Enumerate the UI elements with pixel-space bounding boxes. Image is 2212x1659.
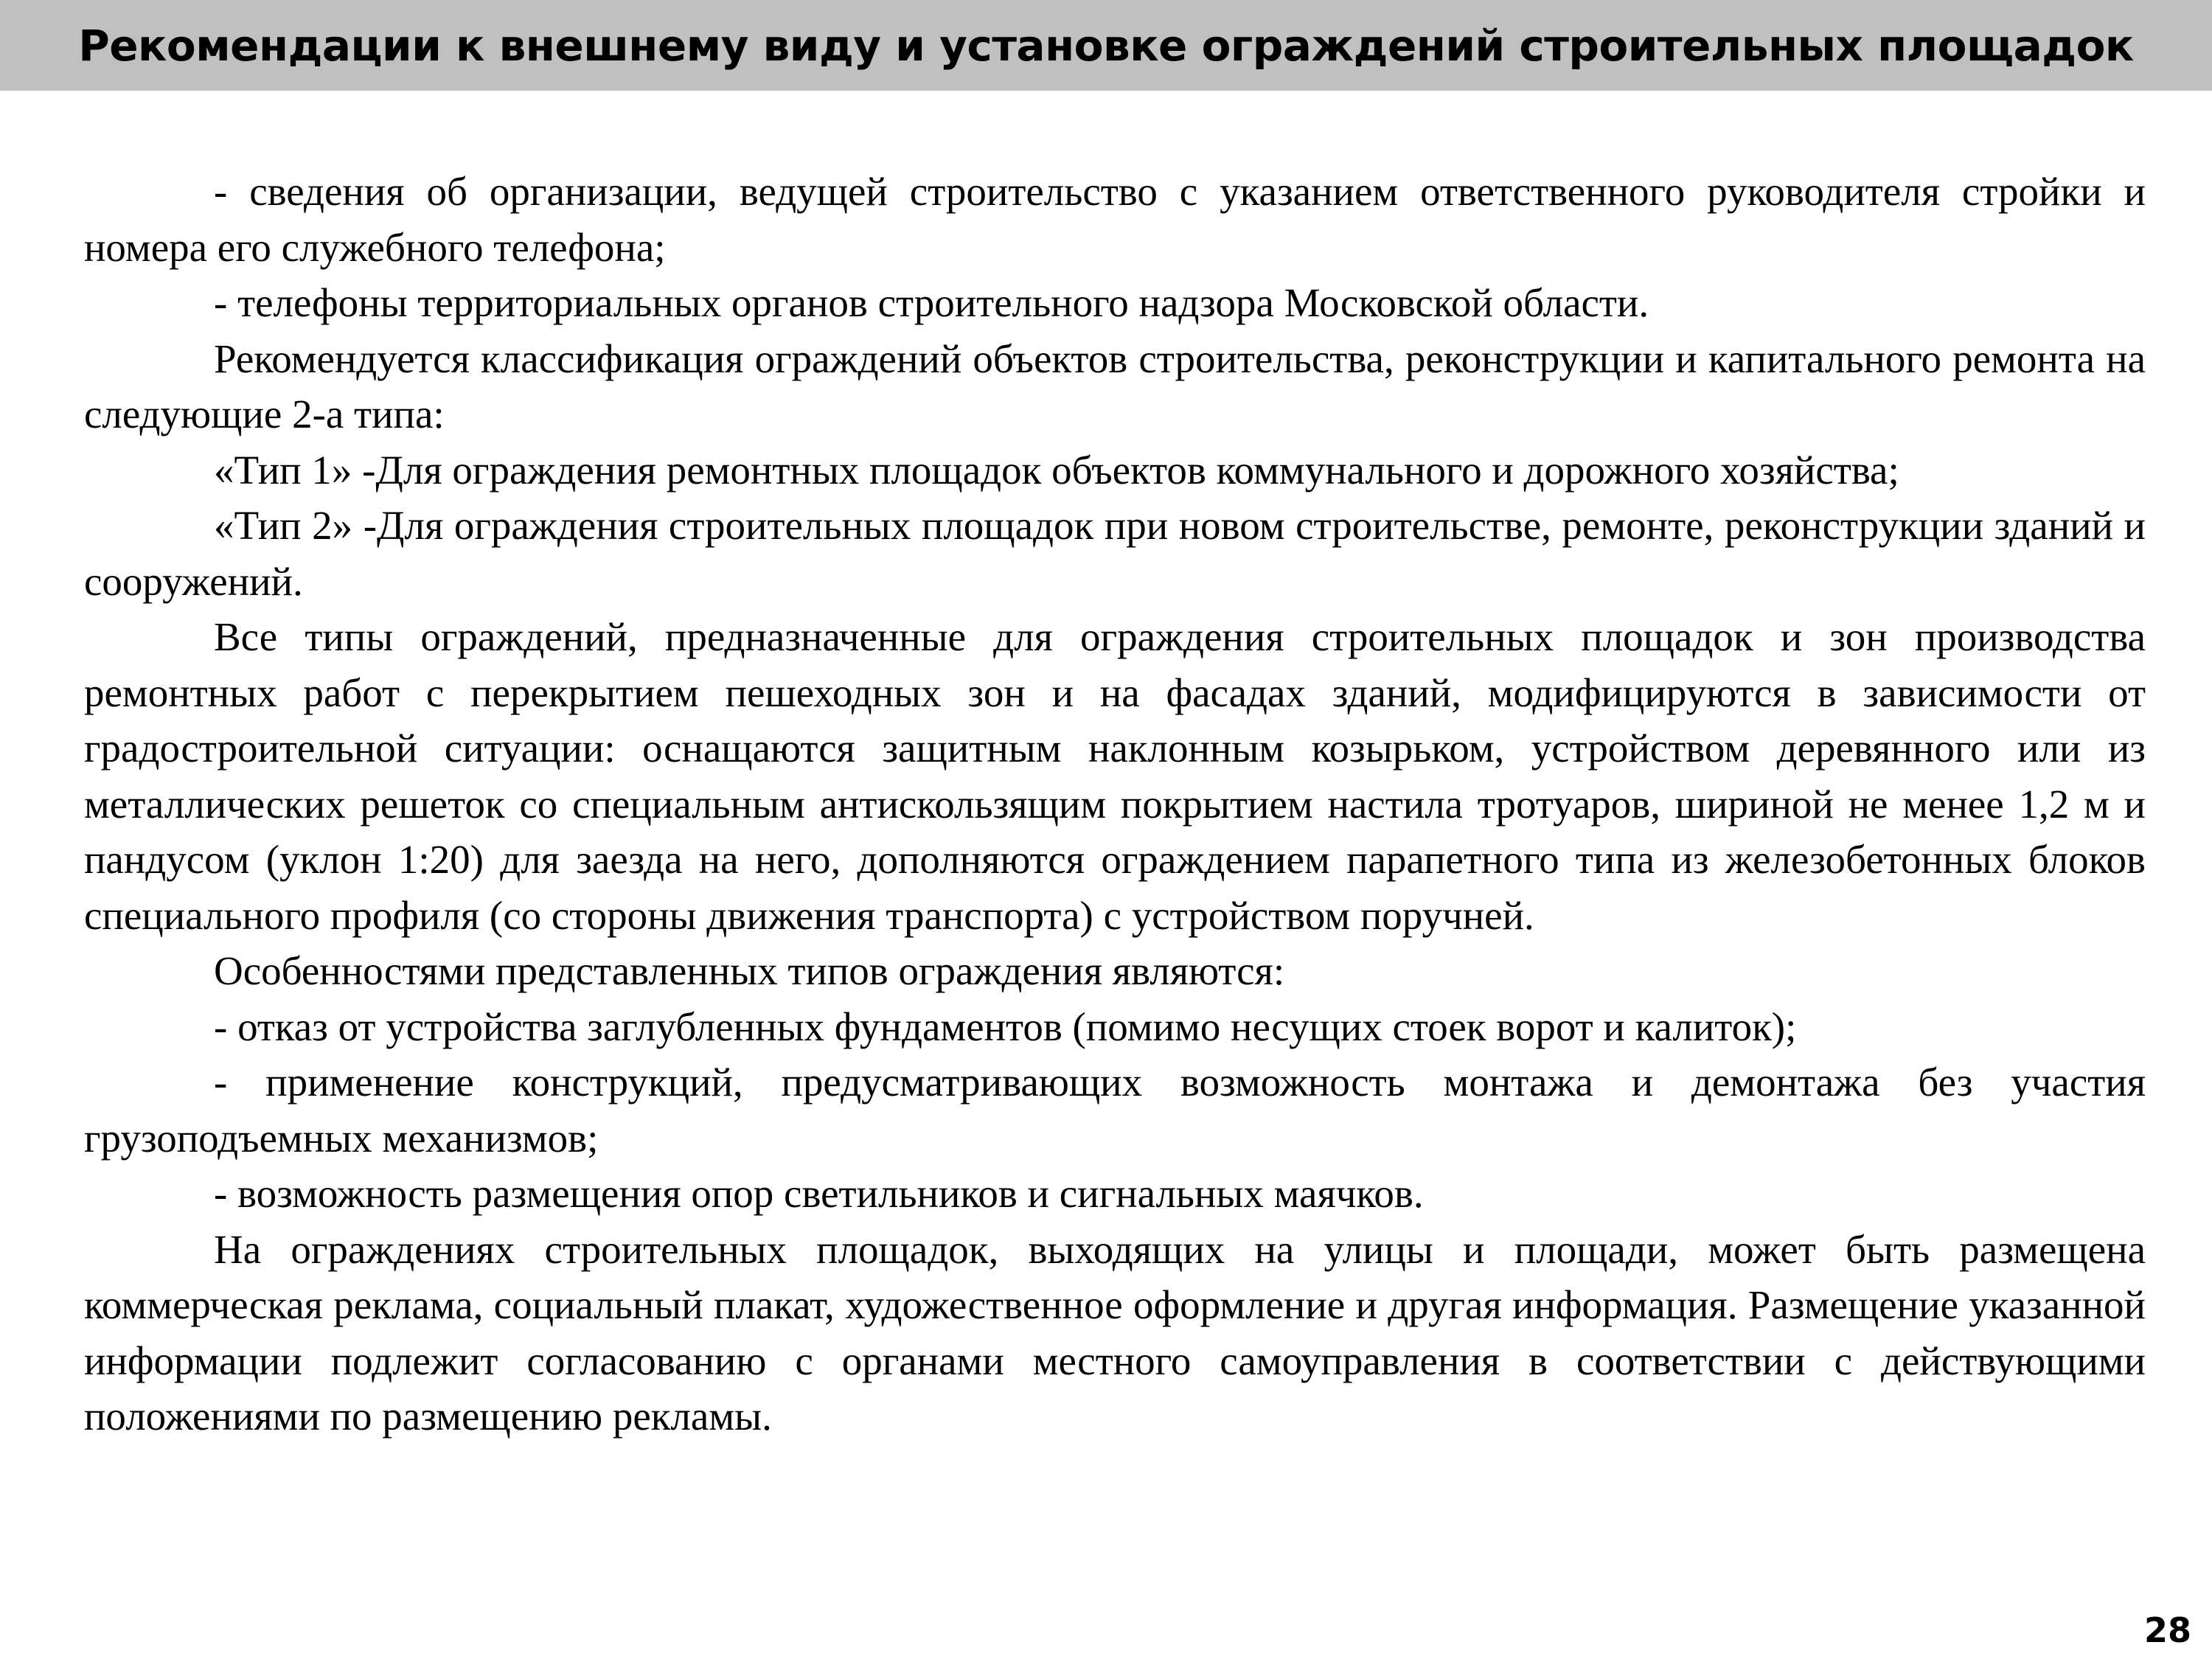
paragraph-advertising: На ограждениях строительных площадок, выходящих на улицы и площади, может быть размещена коммерческая реклама, социальный плакат, художественное оформление и другая информация. Размещение указанной информации подлежит согласованию с органами местного самоуправления в соответствии с действующими положениями по размещению рекламы. <box>84 1226 2146 1439</box>
title-bar <box>0 0 2212 91</box>
list-item-lighting-supports: - возможность размещения опор светильников и сигнальных маячков. <box>214 1171 1424 1216</box>
paragraph-classification: Рекомендуется классификация ограждений объектов строительства, реконструкции и капитального ремонта на следующие 2-а типа: <box>84 335 2146 437</box>
paragraph-modifications: Все типы ограждений, предназначенные для ограждения строительных площадок и зон производства ремонтных работ с перекрытием пешеходных зон и на фасадах зданий, модифицируются в зависимости от градостроительной ситуации: оснащаются защитным наклонным козырьком, устройством деревянного или из металлических решеток со специальным антискользящим покрытием настила тротуаров, шириной не менее 1,2 м и пандусом (уклон 1:20) для заезда на него, дополняются ограждением парапетного типа из железобетонных блоков специального профиля (со стороны движения транспорта) с устройством поручней. <box>84 614 2146 938</box>
paragraph-type-1: «Тип 1» -Для ограждения ремонтных площадок объектов коммунального и дорожного хозяйства; <box>214 447 1899 493</box>
page-title: Рекомендации к внешнему виду и установке ограждений строительных площадок <box>78 20 2134 71</box>
list-item-no-foundations: - отказ от устройства заглубленных фундаментов (помимо несущих стоек ворот и калиток); <box>214 1004 1797 1049</box>
paragraph-organization-info: - сведения об организации, ведущей строительство с указанием ответственного руководителя стройки и номера его служебного телефона; <box>84 169 2146 270</box>
paragraph-supervision-phones: - телефоны территориальных органов строительного надзора Московской области. <box>214 280 1649 325</box>
body-text <box>84 164 2146 1444</box>
list-item-no-lifting: - применение конструкций, предусматривающих возможность монтажа и демонтажа без участия грузоподъемных механизмов; <box>84 1060 2146 1161</box>
page-number: 28 <box>2143 1610 2191 1650</box>
paragraph-features-intro: Особенностями представленных типов ограждения являются: <box>214 948 1285 993</box>
paragraph-type-2: «Тип 2» -Для ограждения строительных площадок при новом строительстве, ремонте, реконструкции зданий и сооружений. <box>84 503 2146 604</box>
